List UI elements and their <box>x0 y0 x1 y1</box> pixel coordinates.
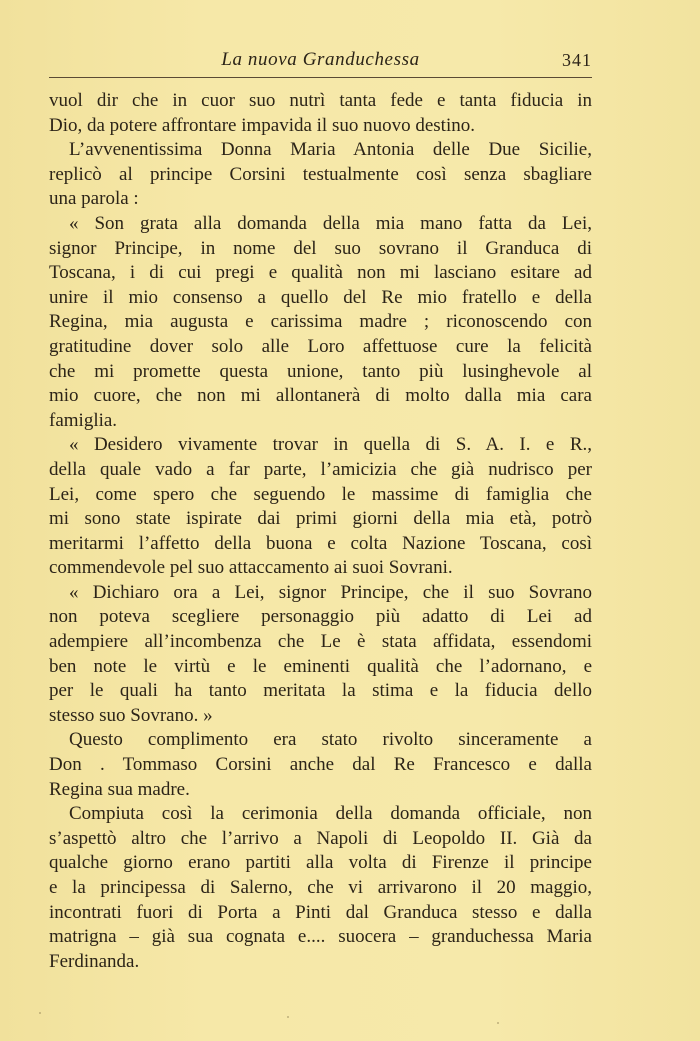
paragraph <box>49 433 592 581</box>
page-number: 341 <box>562 50 592 70</box>
text-line: commendevole pel suo attaccamento ai suoi Sovrani. <box>49 557 453 579</box>
text-line: incontrati fuori di Porta a Pinti dal Granduca stesso e dalla <box>49 901 592 923</box>
text-line: Don . Tommaso Corsini anche dal Re Francesco e dalla <box>49 754 592 776</box>
text-line: mio cuore, che non mi allontanerà di molto dalla mia cara <box>49 385 592 407</box>
text-line: non poteva scegliere personaggio più adatto di Lei ad <box>49 606 592 628</box>
body-text <box>49 89 592 974</box>
text-line: Compiuta così la cerimonia della domanda officiale, non <box>69 803 592 825</box>
text-line: Regina sua madre. <box>49 778 190 800</box>
text-line: Questo complimento era stato rivolto sinceramente a <box>69 729 592 751</box>
paragraph <box>49 581 592 729</box>
text-line: unire il mio consenso a quello del Re mio fratello e della <box>49 286 592 308</box>
text-line: Lei, come spero che seguendo le massime di famiglia che <box>49 483 592 505</box>
text-line: L’avvenentissima Donna Maria Antonia delle Due Sicilie, <box>69 139 592 161</box>
text-line: « Desidero vivamente trovar in quella di S. A. I. e R., <box>69 434 592 456</box>
text-line: della quale vado a far parte, l’amicizia che già nudrisco per <box>49 458 592 480</box>
text-line: adempiere all’incombenza che Le è stata affidata, essendomi <box>49 631 592 653</box>
text-line: « Son grata alla domanda della mia mano fatta da Lei, <box>69 212 592 234</box>
paper-speck <box>287 1016 289 1018</box>
paragraph <box>49 212 592 433</box>
text-line: replicò al principe Corsini testualmente così senza sbagliare <box>49 163 592 185</box>
text-line: famiglia. <box>49 409 118 431</box>
text-line: ben note le virtù e le eminenti qualità che l’adornano, e <box>49 655 592 677</box>
text-line: signor Principe, in nome del suo sovrano il Granduca di <box>49 237 592 259</box>
running-head <box>49 46 592 74</box>
text-line: « Dichiaro ora a Lei, signor Principe, che il suo Sovrano <box>69 581 592 603</box>
paragraph <box>49 728 592 802</box>
text-line: Ferdinanda. <box>49 950 140 972</box>
text-line: e la principessa di Salerno, che vi arrivarono il 20 maggio, <box>49 877 592 898</box>
text-line: Dio, da potere affrontare impavida il suo nuovo destino. <box>49 114 475 136</box>
header-rule <box>49 77 592 78</box>
text-line: vuol dir che in cuor suo nutrì tanta fede e tanta fiducia in <box>49 90 592 111</box>
text-line: meritarmi l’affetto della buona e colta Nazione Toscana, così <box>49 532 592 554</box>
text-line: che mi promette questa unione, tanto più lusinghevole al <box>49 360 592 382</box>
paragraph <box>49 802 592 974</box>
text-line: per le quali ha tanto meritata la stima e la fiducia dello <box>49 680 592 702</box>
text-line: una parola : <box>49 188 139 210</box>
paper-speck <box>497 1022 499 1024</box>
text-line: matrigna – già sua cognata e.... suocera – granduchessa Maria <box>49 926 592 948</box>
paragraph <box>49 138 592 212</box>
text-line: qualche giorno erano partiti alla volta di Firenze il principe <box>49 852 592 874</box>
running-title: La nuova Granduchessa <box>221 49 420 70</box>
text-line: gratitudine dover solo alle Loro affettuose cure la felicità <box>49 335 592 357</box>
text-line: s’aspettò altro che l’arrivo a Napoli di Leopoldo II. Già da <box>49 827 592 849</box>
text-line: Regina, mia augusta e carissima madre ; riconoscendo con <box>49 311 592 333</box>
paper-speck <box>39 1012 41 1014</box>
text-line: stesso suo Sovrano. » <box>49 704 213 726</box>
paragraph <box>49 89 592 138</box>
text-line: Toscana, i di cui pregi e qualità non mi lasciano esitare ad <box>49 262 592 284</box>
text-line: mi sono state ispirate dai primi giorni della mia età, potrò <box>49 508 592 530</box>
